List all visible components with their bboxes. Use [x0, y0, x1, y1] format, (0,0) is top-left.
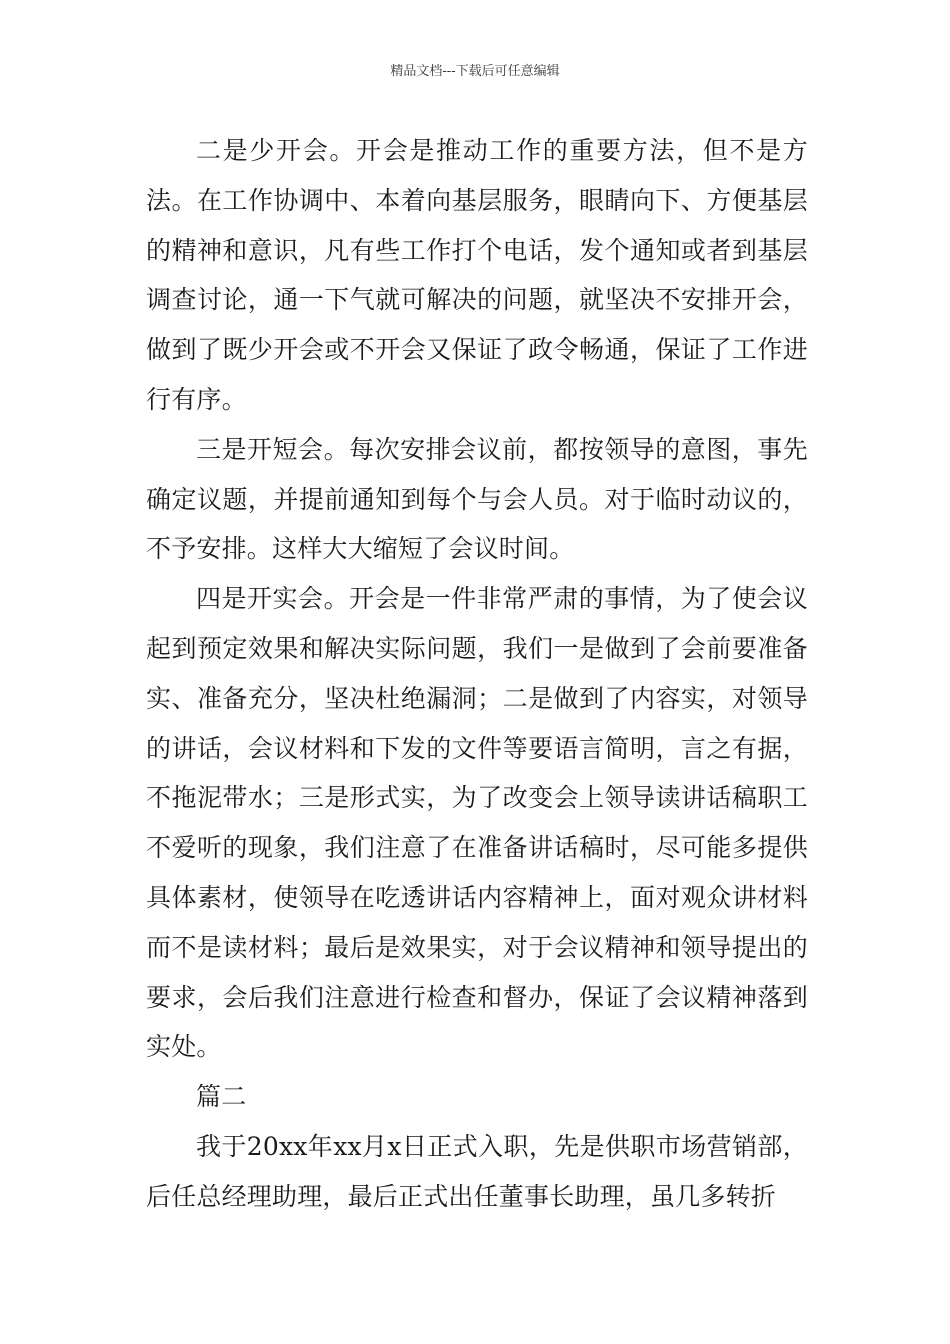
section-heading: 篇二	[196, 1082, 247, 1112]
page-header: 精品文档---下载后可任意编辑	[390, 64, 560, 79]
paragraph-point-four: 四是开实会。开会是一件非常严肃的事情，为了使会议起到预定效果和解决实际问题，我们一是做到了会前要准备实、准备充分，坚决杜绝漏洞；二是做到了内容实，对领导的讲话，会议材料和下发的文件等要语言简明，言之有据，不拖泥带水；三是形式实，为了改变会上领导读讲话稿职工不爱听的现象，我们注意了在准备讲话稿时，尽可能多提供具体素材，使领导在吃透讲话内容精神上，面对观众讲材料而不是读材料；最后是效果实，对于会议精神和领导提出的要求，会后我们注意进行检查和督办，保证了会议精神落到实处。	[146, 584, 808, 1062]
paragraph-point-two: 二是少开会。开会是推动工作的重要方法，但不是方法。在工作协调中、本着向基层服务，眼睛向下、方便基层的精神和意识，凡有些工作打个电话，发个通知或者到基层调查讨论，通一下气就可解决的问题，就坚决不安排开会，做到了既少开会或不开会又保证了政令畅通，保证了工作进行有序。	[146, 136, 808, 414]
document-body	[146, 126, 808, 1222]
paragraph-point-three: 三是开短会。每次安排会议前，都按领导的意图，事先确定议题，并提前通知到每个与会人员。对于临时动议的，不予安排。这样大大缩短了会议时间。	[146, 434, 808, 564]
paragraph-section-two-intro: 我于20xx年xx月x日正式入职，先是供职市场营销部，后任总经理助理，最后正式出任董事长助理，虽几多转折	[146, 1131, 808, 1211]
